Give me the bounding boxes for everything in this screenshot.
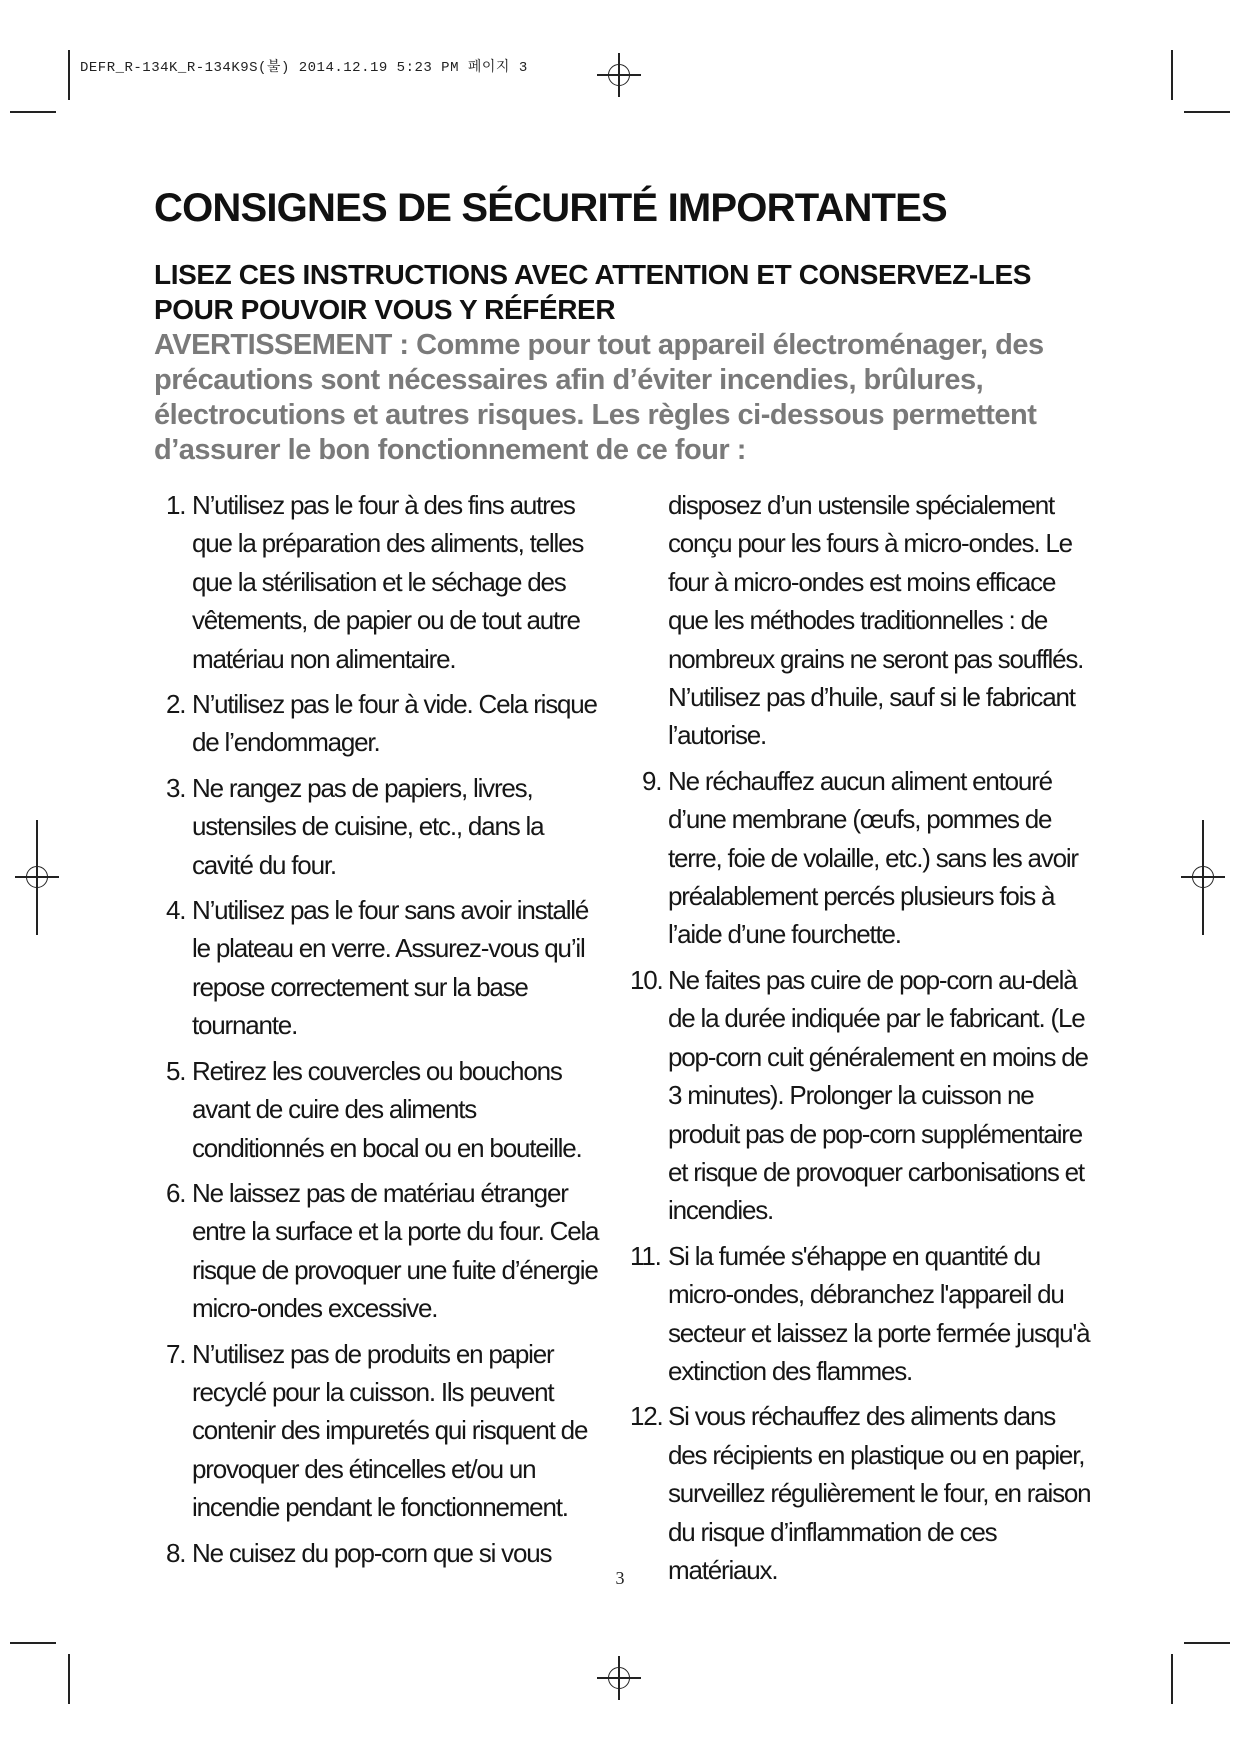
item-number: 3. <box>166 772 186 803</box>
left-column <box>166 486 606 1579</box>
warning-paragraph: AVERTISSEMENT : Comme pour tout appareil électroménager, des précautions sont nécessaires afin d’éviter incendies, brûlures, électrocutions et autres risques. Les règles ci-dessous permettent d’assurer le bon fonctionnement de ce four : <box>154 329 1044 466</box>
item-text: N’utilisez pas le four à vide. Cela risque de l’endommager. <box>192 689 597 758</box>
registration-mark-right <box>1181 855 1225 899</box>
item-number: 12. <box>630 1401 663 1432</box>
print-slug: DEFR_R-134K_R-134K9S(불) 2014.12.19 5:23 PM 페이지 3 <box>80 60 528 76</box>
registration-mark-left <box>15 855 59 899</box>
list-item <box>630 961 1092 1230</box>
crop-mark <box>10 1642 56 1644</box>
list-item <box>166 1174 606 1328</box>
item-number: 11. <box>630 1240 661 1271</box>
crop-mark <box>68 50 70 100</box>
item-number: 1. <box>166 490 186 520</box>
item-text: N’utilisez pas le four à des fins autres que la préparation des aliments, telles que la stérilisation et le séchage des vêtements, de papier ou de tout autre matériau non alimentaire. <box>192 490 584 674</box>
list-item-continuation: disposez d’un ustensile spécialement conçu pour les fours à micro-ondes. Le four à micro-ondes est moins efficace que les méthodes traditionnelles : de nombreux grains ne seront pas soufflés. N’utilisez pas d’huile, sauf si le fabricant l’autorise. <box>668 490 1084 751</box>
list-item <box>166 685 606 762</box>
crop-mark <box>1171 1654 1173 1704</box>
list-item <box>630 1237 1092 1391</box>
right-column <box>630 486 1092 1596</box>
list-item <box>166 1052 606 1167</box>
list-item <box>642 762 1092 954</box>
list-item <box>166 1335 606 1527</box>
crop-mark <box>1184 111 1230 113</box>
page-title: CONSIGNES DE SÉCURITÉ IMPORTANTES <box>154 186 947 230</box>
crop-mark <box>10 111 56 113</box>
item-number: 10. <box>630 964 663 995</box>
item-number: 7. <box>166 1338 186 1369</box>
item-number: 9. <box>642 765 662 796</box>
item-text: Retirez les couvercles ou bouchons avant de cuire des aliments conditionnés en bocal ou en bouteille. <box>192 1055 582 1163</box>
item-number: 4. <box>166 895 186 926</box>
list-item <box>166 891 606 1045</box>
item-text: N’utilisez pas de produits en papier recyclé pour la cuisson. Ils peuvent contenir des impuretés qui risquent de provoquer des étincelles et/ou un incendie pendant le fonctionnement. <box>192 1338 588 1523</box>
item-number: 5. <box>166 1055 186 1086</box>
page-subtitle: LISEZ CES INSTRUCTIONS AVEC ATTENTION ET CONSERVEZ-LES POUR POUVOIR VOUS Y RÉFÉRER <box>154 259 1032 325</box>
item-text: Si vous réchauffez des aliments dans des récipients en plastique ou en papier, surveillez régulièrement le four, en raison du risque d’inflammation de ces matériaux. <box>668 1401 1091 1585</box>
registration-mark-bottom <box>597 1656 641 1700</box>
item-text: Ne laissez pas de matériau étranger entre la surface et la porte du four. Cela risque de provoquer une fuite d’énergie micro-ondes excessive. <box>192 1177 599 1324</box>
crop-mark <box>68 1654 70 1704</box>
list-item <box>166 1534 606 1572</box>
item-number: 8. <box>166 1537 186 1568</box>
item-text: Si la fumée s'éhappe en quantité du micro-ondes, débranchez l'appareil du secteur et laissez la porte fermée jusqu'à extinction des flammes. <box>668 1240 1090 1386</box>
list-item <box>166 486 606 678</box>
crop-mark <box>1171 50 1173 100</box>
item-text: Ne rangez pas de papiers, livres, ustensiles de cuisine, etc., dans la cavité du four. <box>192 772 544 880</box>
crop-mark <box>1184 1642 1230 1644</box>
list-item <box>630 1397 1092 1589</box>
item-text: Ne réchauffez aucun aliment entouré d’une membrane (œufs, pommes de terre, foie de volaille, etc.) sans les avoir préalablement percés plusieurs fois à l’aide d’une fourchette. <box>668 765 1078 950</box>
registration-mark-top <box>597 53 641 97</box>
item-text: Ne cuisez du pop-corn que si vous <box>192 1537 552 1568</box>
page-number: 3 <box>615 1568 625 1588</box>
item-text: N’utilisez pas le four sans avoir installé le plateau en verre. Assurez-vous qu’il repose correctement sur la base tournante. <box>192 895 589 1041</box>
list-item <box>166 769 606 884</box>
item-number: 6. <box>166 1177 186 1208</box>
item-number: 2. <box>166 689 186 720</box>
item-text: Ne faites pas cuire de pop-corn au-delà de la durée indiquée par le fabricant. (Le pop-corn cuit généralement en moins de 3 minutes). Prolonger la cuisson ne produit pas de pop-corn supplémentaire et risque de provoquer carbonisations et incendies. <box>668 964 1088 1226</box>
